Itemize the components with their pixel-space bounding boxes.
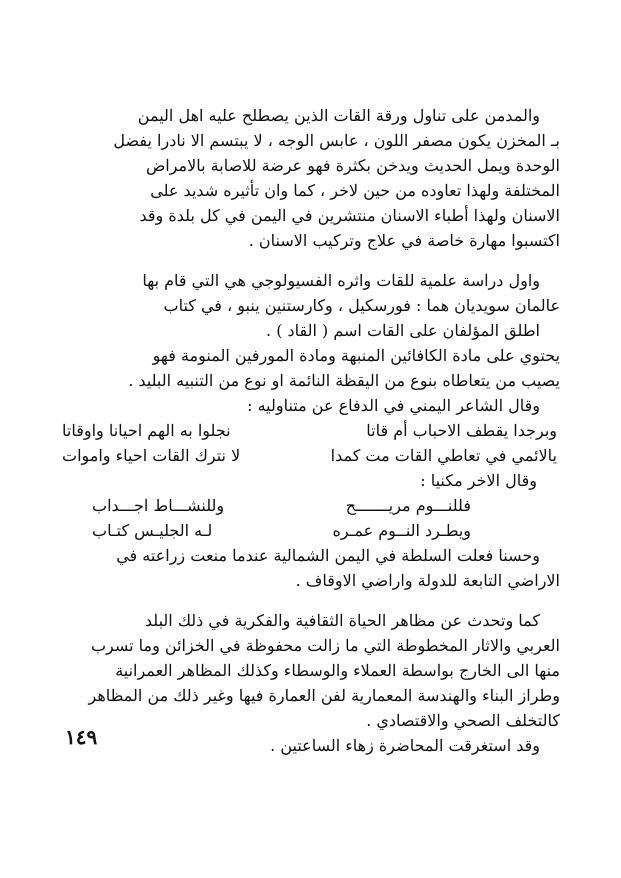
text-line: وطراز البناء والهندسة المعمارية لفن العمارة فيها وغير ذلك من المظاهر — [88, 686, 560, 705]
paragraph-scientific-study — [60, 268, 560, 418]
text-line: منها الى الخارج بواسطة العملاء والوسطاء وكذلك المظاهر العمرانية — [115, 661, 560, 680]
text-line: الاراضي التابعة للدولة واراضي الاوقاف . — [295, 571, 560, 590]
text-line: واول دراسة علمية للقات واثره الفسيولوجي هي التي قام بها — [142, 271, 540, 290]
text-line: كالتخلف الصحي والاقتصادي . — [366, 711, 560, 730]
text-line: وقال الشاعر اليمني في الدفاع عن متناوليه : — [247, 396, 540, 415]
verse-1-line-2-left: لا نترك القات احياء واموات — [62, 446, 241, 465]
text-line: المختلفة ولهذا تعاوده من حين لاخر ، كما وان تأثيره شديد على — [150, 181, 560, 200]
paragraph-khat-addict — [60, 103, 560, 253]
text-line: يصيب من يتعاطاه بنوع من اليقظة النائمة او نوع من التنبيه البليد . — [128, 371, 560, 390]
text-line: بـ المخزن يكون مصفر اللون ، عابس الوجه ، لا يبتسم الا نادرا يفضل — [113, 131, 560, 150]
text-line: كما وتحدث عن مظاهر الحياة الثقافية والفكرية في ذلك البلد — [144, 611, 540, 630]
text-line: والمدمن على تناول ورقة القات الذين يصطلح عليه اهل اليمن — [137, 106, 540, 125]
paragraph-ban — [60, 543, 560, 593]
verse-1-line-1-right: وبرجدا يقطف الاحباب أم قاتا — [366, 421, 557, 440]
text-line: وقد استغرقت المحاضرة زهاء الساعتين . — [270, 736, 540, 755]
verse-2-line-1-right: فللنـــوم مريـــــــح — [345, 496, 471, 515]
verse-2-line-2-left: لـه الجليـس كتـاب — [92, 521, 213, 540]
text-line: الوحدة ويمل الحديث ويدخن بكثرة فهو عرضة للاصابة بالامراض — [145, 156, 560, 175]
verse-1-line-1-left: نجلوا به الهم احيانا واوقاتا — [62, 421, 231, 440]
verse-2-line-2-right: ويطـرد النــوم عمـره — [332, 521, 471, 540]
page-number: ١٤٩ — [65, 725, 98, 749]
verse-2-line-1-left: وللنشـــاط اجـــداب — [92, 496, 225, 515]
verse-1-line-2-right: يالائمي في تعاطي القات مت كمدا — [330, 446, 557, 465]
text-line: عالمان سويديان هما : فورسكيل ، وكارستنين ينبو ، في كتاب — [163, 296, 560, 315]
text-line: وحسنا فعلت السلطة في اليمن الشمالية عندما منعت زراعته في — [116, 546, 540, 565]
text-line: اكتسبوا مهارة خاصة في علاج وتركيب الاسنان . — [248, 231, 560, 250]
paragraph-cultural-life — [60, 608, 560, 758]
text-line: العربي والاثار المخطوطة التي ما زالت محفوظة في الخزائن وما تسرب — [90, 636, 560, 655]
text-line: الاسنان ولهذا أطباء الاسنان منتشرين في اليمن في كل بلدة وقد — [139, 206, 560, 225]
verse-2-intro: وقال الاخر مكنيا : — [420, 471, 537, 490]
text-line: اطلق المؤلفان على القات اسم ( القاد ) . — [266, 321, 540, 340]
text-line: يحتوي على مادة الكافائين المنبهة ومادة المورفين المنومة فهو — [152, 346, 560, 365]
